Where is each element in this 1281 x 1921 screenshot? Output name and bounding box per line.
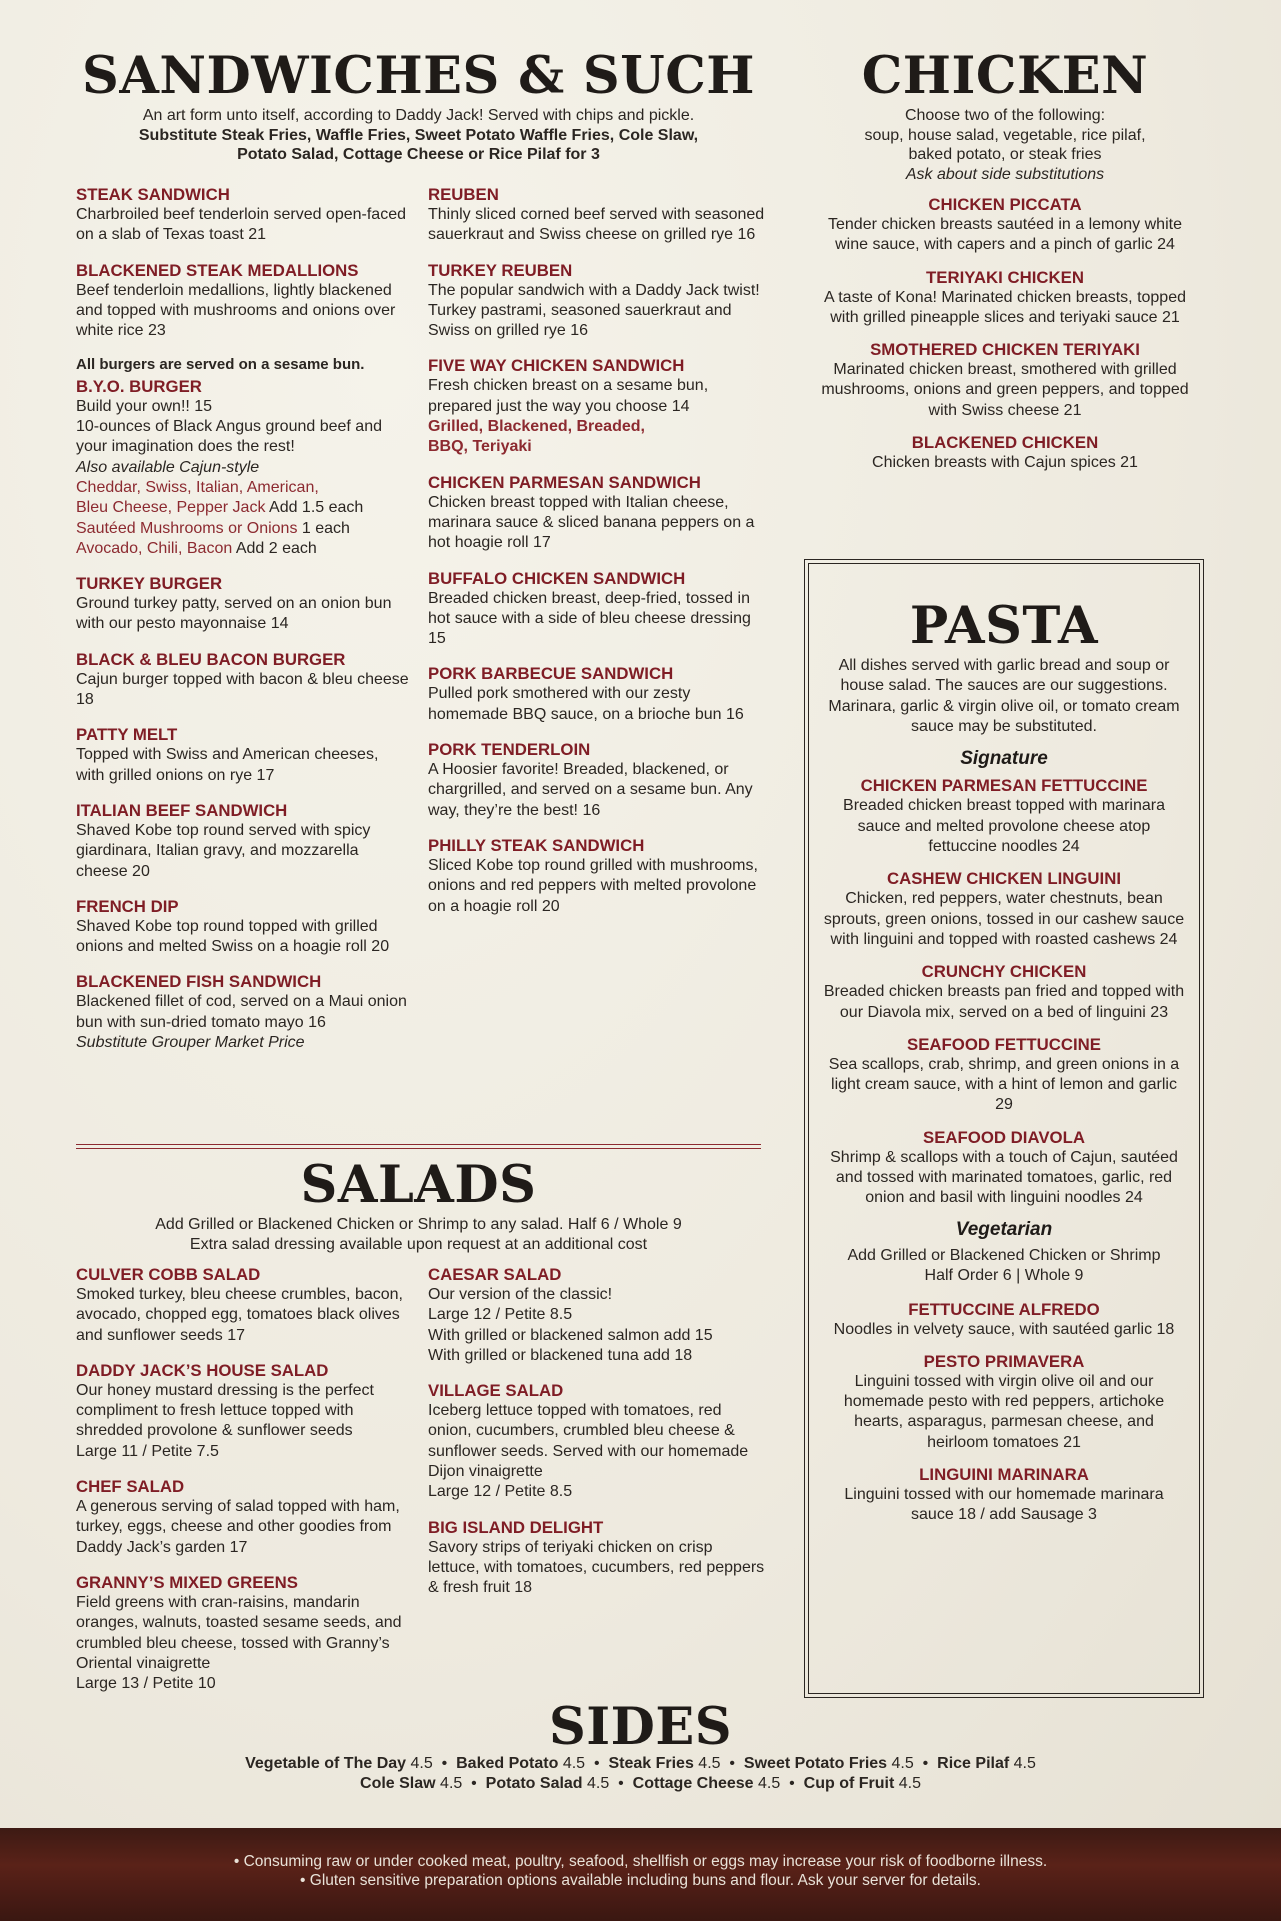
sandwiches-sub-line: Substitute Steak Fries, Waffle Fries, Sweet Potato Waffle Fries, Cole Slaw, xyxy=(138,126,699,144)
menu-item xyxy=(428,260,768,342)
chicken-intro xyxy=(820,106,1190,184)
item-desc: Marinated chicken breast, smothered with grilled mushrooms, onions and green peppers, and topped with Swiss cheese 21 xyxy=(821,361,1189,419)
menu-item xyxy=(428,1380,768,1502)
item-desc: A taste of Kona! Marinated chicken breasts, topped with grilled pineapple slices and teriyaki sauce 21 xyxy=(824,288,1186,326)
menu-item xyxy=(822,1299,1186,1340)
menu-item xyxy=(428,1517,768,1599)
item-desc: Savory strips of teriyaki chicken on crisp lettuce, with tomatoes, cucumbers, red peppers & fresh fruit 18 xyxy=(428,1538,765,1597)
salads-right-list xyxy=(428,1380,768,1598)
salads-left-column xyxy=(76,1264,411,1708)
item-name: SEAFOOD DIAVOLA xyxy=(923,1127,1085,1147)
footer-disclaimer: • Consuming raw or under cooked meat, poultry, seafood, shellfish or eggs may increase your risk of foodborne illness. xyxy=(233,1853,1048,1870)
menu-item xyxy=(820,339,1190,421)
vegetarian-heading: Vegetarian xyxy=(955,1218,1053,1240)
sandwiches-right-column xyxy=(428,184,768,931)
item-name: CHEF SALAD xyxy=(76,1477,185,1497)
item-name: FIVE WAY CHICKEN SANDWICH xyxy=(428,356,685,376)
salads-right-column xyxy=(428,1264,768,1613)
chicken-list xyxy=(820,194,1190,473)
menu-item xyxy=(822,1034,1186,1116)
item-name: TURKEY REUBEN xyxy=(428,260,573,280)
sandwiches-left-list xyxy=(76,573,411,957)
sides-separator: • xyxy=(432,1755,457,1772)
veg-note: Add Grilled or Blackened Chicken or Shrimp xyxy=(847,1246,1161,1264)
menu-item xyxy=(76,1572,411,1694)
menu-item xyxy=(76,800,411,882)
menu-item xyxy=(76,1360,411,1462)
menu-item-byo-burger xyxy=(76,355,411,559)
cheese-options: Bleu Cheese, Pepper Jack xyxy=(76,499,266,517)
item-desc: Chicken breast topped with Italian cheese, marinara sauce & sliced banana peppers on a hot hoagie roll 17 xyxy=(428,493,755,552)
sides-separator: • xyxy=(462,1775,486,1792)
item-name: DADDY JACK’S HOUSE SALAD xyxy=(76,1360,329,1380)
salads-intro-line: Add Grilled or Blackened Chicken or Shrimp to any salad. Half 6 / Whole 9 xyxy=(155,1216,682,1233)
item-name: PORK BARBECUE SANDWICH xyxy=(428,664,674,684)
menu-item xyxy=(822,868,1186,950)
sides-section xyxy=(60,1697,1221,1794)
item-price: Large 12 / Petite 8.5 xyxy=(428,1306,573,1324)
pasta-title: PASTA xyxy=(909,596,1099,656)
item-name: TERIYAKI CHICKEN xyxy=(926,267,1084,287)
menu-item xyxy=(428,472,768,554)
menu-item xyxy=(822,1127,1186,1209)
item-name: REUBEN xyxy=(428,185,499,204)
side-price: 4.5 xyxy=(558,1755,586,1772)
item-desc: Build your own!! 15 xyxy=(76,397,213,415)
item-name: BUFFALO CHICKEN SANDWICH xyxy=(428,568,686,588)
sandwiches-right-list xyxy=(428,472,768,917)
item-price: Large 11 / Petite 7.5 xyxy=(76,1442,219,1460)
item-desc: Smoked turkey, bleu cheese crumbles, bacon, avocado, chopped egg, tomatoes black olives and sunflower seeds 17 xyxy=(76,1286,403,1344)
side-price: 4.5 xyxy=(753,1775,781,1792)
item-name: CHICKEN PICCATA xyxy=(928,195,1082,214)
menu-item xyxy=(820,267,1190,329)
menu-item xyxy=(76,724,411,786)
item-desc: Shaved Kobe top round served with spicy giardinara, Italian gravy, and mozzarella cheese 20 xyxy=(76,821,371,880)
item-cajun-note: Also available Cajun-style xyxy=(76,458,260,476)
item-desc: Chicken, red peppers, water chestnuts, bean sprouts, green onions, tossed in our cashew sauce with linguini and topped with roasted cashews 24 xyxy=(823,890,1185,948)
sides-title: SIDES xyxy=(548,1697,733,1757)
item-desc: Thinly sliced corned beef served with seasoned sauerkraut and Swiss cheese on grilled rye 16 xyxy=(428,206,765,244)
item-price: Large 12 / Petite 8.5 xyxy=(428,1483,573,1501)
side-name: Rice Pilaf xyxy=(937,1755,1010,1772)
menu-item xyxy=(820,194,1190,256)
side-price: 4.5 xyxy=(693,1755,721,1772)
item-desc: Blackened fillet of cod, served on a Maui onion bun with sun-dried tomato mayo 16 xyxy=(76,993,407,1031)
sandwiches-intro-line: An art form unto itself, according to Daddy Jack! Served with chips and pickle. xyxy=(142,107,695,124)
item-name: CHICKEN PARMESAN SANDWICH xyxy=(428,472,701,492)
item-name: PHILLY STEAK SANDWICH xyxy=(428,835,645,855)
divider-rule xyxy=(76,1144,761,1149)
menu-item xyxy=(822,775,1186,857)
item-desc: Ground turkey patty, served on an onion bun with our pesto mayonnaise 14 xyxy=(76,595,392,633)
sandwiches-title: SANDWICHES & SUCH xyxy=(82,46,755,106)
item-name: SMOTHERED CHICKEN TERIYAKI xyxy=(870,340,1140,360)
menu-item xyxy=(76,260,411,342)
chicken-intro-line: Choose two of the following: xyxy=(904,107,1106,124)
menu-item xyxy=(76,184,411,246)
item-name: SEAFOOD FETTUCCINE xyxy=(907,1034,1101,1054)
item-desc: Breaded chicken breast, deep-fried, tossed in hot sauce with a side of bleu cheese dressing 15 xyxy=(428,589,751,648)
side-name: Cup of Fruit xyxy=(803,1775,895,1792)
veg-price-note: Half Order 6 | Whole 9 xyxy=(924,1267,1084,1285)
cheese-options: Cheddar, Swiss, Italian, American, xyxy=(76,478,319,496)
sides-separator: • xyxy=(585,1755,609,1772)
side-name: Sweet Potato Fries xyxy=(743,1755,888,1772)
premium-options: Avocado, Chili, Bacon xyxy=(76,539,233,557)
salads-title: SALADS xyxy=(300,1155,537,1215)
item-desc: Beef tenderloin medallions, lightly blackened and topped with mushrooms and onions over white rice 23 xyxy=(76,281,396,340)
addon-price: Add 1.5 each xyxy=(265,499,364,517)
item-desc: Sea scallops, crab, shrimp, and green onions in a light cream sauce, with a hint of lemon and garlic 29 xyxy=(828,1055,1180,1114)
side-price: 4.5 xyxy=(887,1755,914,1772)
salads-intro xyxy=(76,1215,761,1254)
item-name: CASHEW CHICKEN LINGUINI xyxy=(886,869,1121,889)
item-desc: Sliced Kobe top round grilled with mushrooms, onions and red peppers with melted provolone on a hoagie roll 20 xyxy=(428,856,758,915)
mushroom-options: Sautéed Mushrooms or Onions xyxy=(76,519,298,537)
side-price: 4.5 xyxy=(406,1755,433,1772)
signature-heading: Signature xyxy=(960,748,1048,770)
item-name: CULVER COBB SALAD xyxy=(76,1265,261,1284)
addon-price: Add 2 each xyxy=(232,539,317,557)
item-name: FRENCH DIP xyxy=(76,896,179,916)
prep-options: Grilled, Blackened, Breaded, xyxy=(428,418,645,436)
menu-item xyxy=(76,896,411,958)
item-name: CHICKEN PARMESAN FETTUCCINE xyxy=(860,776,1148,796)
footer-band xyxy=(0,1828,1281,1921)
item-desc: Iceberg lettuce topped with tomatoes, red onion, cucumbers, crumbled bleu cheese & sunflower seeds. Served with our homemade Dijon vinaigrette xyxy=(428,1402,749,1481)
item-desc: Shaved Kobe top round topped with grilled onions and melted Swiss on a hoagie roll 20 xyxy=(76,917,390,956)
item-desc: Linguini tossed with virgin olive oil and our homemade pesto with red peppers, artichoke hearts, asparagus, parmesan cheese, and heirloom tomatoes 21 xyxy=(843,1372,1165,1451)
item-name: GRANNY’S MIXED GREENS xyxy=(76,1572,298,1592)
menu-item xyxy=(820,432,1190,473)
side-name: Vegetable of The Day xyxy=(245,1755,407,1772)
menu-item xyxy=(76,1476,411,1558)
item-desc: Topped with Swiss and American cheeses, with grilled onions on rye 17 xyxy=(76,746,379,784)
item-name: FETTUCCINE ALFREDO xyxy=(908,1299,1100,1319)
pasta-intro: All dishes served with garlic bread and soup or house salad. The sauces are our suggestions. Marinara, garlic & virgin olive oil, or tomato cream sauce may be substituted. xyxy=(828,657,1180,735)
pasta-section xyxy=(822,596,1186,1537)
chicken-intro-note: Ask about side substitutions xyxy=(905,165,1105,183)
item-name: TURKEY BURGER xyxy=(76,574,223,594)
item-name: BIG ISLAND DELIGHT xyxy=(428,1517,604,1537)
item-addon: With grilled or blackened tuna add 18 xyxy=(428,1346,693,1364)
addon-price: 1 each xyxy=(297,519,350,537)
item-desc: Field greens with cran-raisins, mandarin oranges, walnuts, toasted sesame seeds, and crumbled bleu cheese, tossed with Granny’s Oriental vinaigrette xyxy=(76,1593,402,1672)
chicken-section xyxy=(820,46,1190,484)
menu-item xyxy=(822,1351,1186,1453)
side-name: Potato Salad xyxy=(485,1775,583,1792)
item-desc: Breaded chicken breast topped with marinara sauce and melted provolone cheese atop fettuccine noodles 24 xyxy=(843,797,1165,856)
item-name: PESTO PRIMAVERA xyxy=(923,1351,1085,1371)
side-price: 4.5 xyxy=(582,1775,610,1792)
item-sub-note: Substitute Grouper Market Price xyxy=(76,1034,305,1052)
menu-item xyxy=(76,649,411,711)
item-name: STEAK SANDWICH xyxy=(76,185,230,204)
signature-list xyxy=(822,775,1186,1208)
item-price: Large 13 / Petite 10 xyxy=(76,1675,216,1693)
item-name: ITALIAN BEEF SANDWICH xyxy=(76,800,288,820)
sides-row xyxy=(60,1754,1221,1774)
menu-item xyxy=(76,1264,411,1346)
item-desc: A Hoosier favorite! Breaded, blackened, or chargrilled, and served on a sesame bun. Any way, they’re the best! 16 xyxy=(428,761,753,819)
menu-item xyxy=(822,961,1186,1023)
item-name: CRUNCHY CHICKEN xyxy=(921,962,1087,982)
item-name: PORK TENDERLOIN xyxy=(428,740,591,760)
side-price: 4.5 xyxy=(894,1775,921,1792)
item-desc: Fresh chicken breast on a sesame bun, prepared just the way you choose 14 xyxy=(428,377,709,415)
menu-item xyxy=(428,739,768,821)
menu-item xyxy=(428,663,768,725)
chicken-intro-line: soup, house salad, vegetable, rice pilaf, xyxy=(864,126,1146,144)
prep-options: BBQ, Teriyaki xyxy=(428,438,532,456)
item-name: LINGUINI MARINARA xyxy=(919,1465,1089,1485)
sides-separator: • xyxy=(913,1755,938,1772)
item-name: B.Y.O. BURGER xyxy=(76,376,202,396)
item-name: PATTY MELT xyxy=(76,725,178,745)
chicken-intro-line: baked potato, or steak fries xyxy=(908,146,1102,163)
vegetarian-list xyxy=(822,1299,1186,1526)
menu-item xyxy=(76,971,411,1053)
item-desc: Pulled pork smothered with our zesty homemade BBQ sauce, on a brioche bun 16 xyxy=(428,685,744,723)
menu-item xyxy=(76,573,411,635)
item-desc: Our version of the classic! xyxy=(428,1286,613,1303)
item-name: BLACKENED STEAK MEDALLIONS xyxy=(76,260,359,280)
sandwiches-intro xyxy=(76,106,761,165)
menu-item xyxy=(822,1464,1186,1526)
side-name: Cottage Cheese xyxy=(632,1775,754,1792)
footer-gluten-note: • Gluten sensitive preparation options available including buns and flour. Ask your server for details. xyxy=(300,1872,981,1889)
sides-separator: • xyxy=(780,1775,804,1792)
sides-row xyxy=(60,1774,1221,1794)
item-addon: With grilled or blackened salmon add 15 xyxy=(428,1326,713,1344)
menu-item xyxy=(428,835,768,917)
item-desc: Charbroiled beef tenderloin served open-faced on a slab of Texas toast 21 xyxy=(76,206,406,244)
menu-item xyxy=(428,184,768,246)
chicken-title: CHICKEN xyxy=(861,46,1149,106)
salads-intro-line: Extra salad dressing available upon request at an additional cost xyxy=(189,1235,648,1253)
item-desc: Tender chicken breasts sautéed in a lemony white wine sauce, with capers and a pinch of garlic 24 xyxy=(828,216,1182,254)
item-name: BLACKENED CHICKEN xyxy=(911,433,1099,453)
item-desc: Cajun burger topped with bacon & bleu cheese 18 xyxy=(76,670,409,709)
item-name: BLACK & BLEU BACON BURGER xyxy=(76,649,346,669)
menu-item xyxy=(428,355,768,457)
item-desc: Breaded chicken breasts pan fried and topped with our Diavola mix, served on a bed of linguini 23 xyxy=(823,983,1185,1021)
side-price: 4.5 xyxy=(1009,1755,1036,1772)
item-name: BLACKENED FISH SANDWICH xyxy=(76,972,322,992)
sandwiches-sub-line: Potato Salad, Cottage Cheese or Rice Pilaf for 3 xyxy=(237,146,600,163)
sandwiches-left-column xyxy=(76,184,411,1067)
item-desc: Chicken breasts with Cajun spices 21 xyxy=(872,454,1138,472)
item-desc: Noodles in velvety sauce, with sautéed garlic 18 xyxy=(833,1320,1175,1338)
item-name: CAESAR SALAD xyxy=(428,1265,562,1284)
item-desc: Shrimp & scallops with a touch of Cajun, sautéed and tossed with marinated tomatoes, garlic, red onion and basil with linguini noodles 24 xyxy=(830,1148,1178,1207)
item-desc: 10-ounces of Black Angus ground beef and your imagination does the rest! xyxy=(76,418,382,456)
side-name: Steak Fries xyxy=(608,1755,694,1772)
side-name: Cole Slaw xyxy=(360,1775,436,1792)
item-desc: Our honey mustard dressing is the perfect compliment to fresh lettuce topped with shredded provolone & sunflower seeds xyxy=(76,1381,374,1440)
item-desc: Linguini tossed with our homemade marinara sauce 18 / add Sausage 3 xyxy=(844,1486,1164,1524)
side-name: Baked Potato xyxy=(456,1755,559,1772)
item-desc: The popular sandwich with a Daddy Jack twist! Turkey pastrami, seasoned sauerkraut and Swiss on grilled rye 16 xyxy=(428,281,760,340)
sides-separator: • xyxy=(609,1775,633,1792)
salads-section xyxy=(76,1155,761,1254)
menu-item xyxy=(428,1264,768,1366)
sandwiches-section xyxy=(76,46,761,165)
side-price: 4.5 xyxy=(435,1775,463,1792)
sides-separator: • xyxy=(720,1755,744,1772)
item-name: VILLAGE SALAD xyxy=(428,1381,564,1401)
menu-item xyxy=(428,568,768,650)
item-desc: A generous serving of salad topped with ham, turkey, eggs, cheese and other goodies from Daddy Jack’s garden 17 xyxy=(76,1498,400,1556)
burger-note: All burgers are served on a sesame bun. xyxy=(76,356,365,374)
